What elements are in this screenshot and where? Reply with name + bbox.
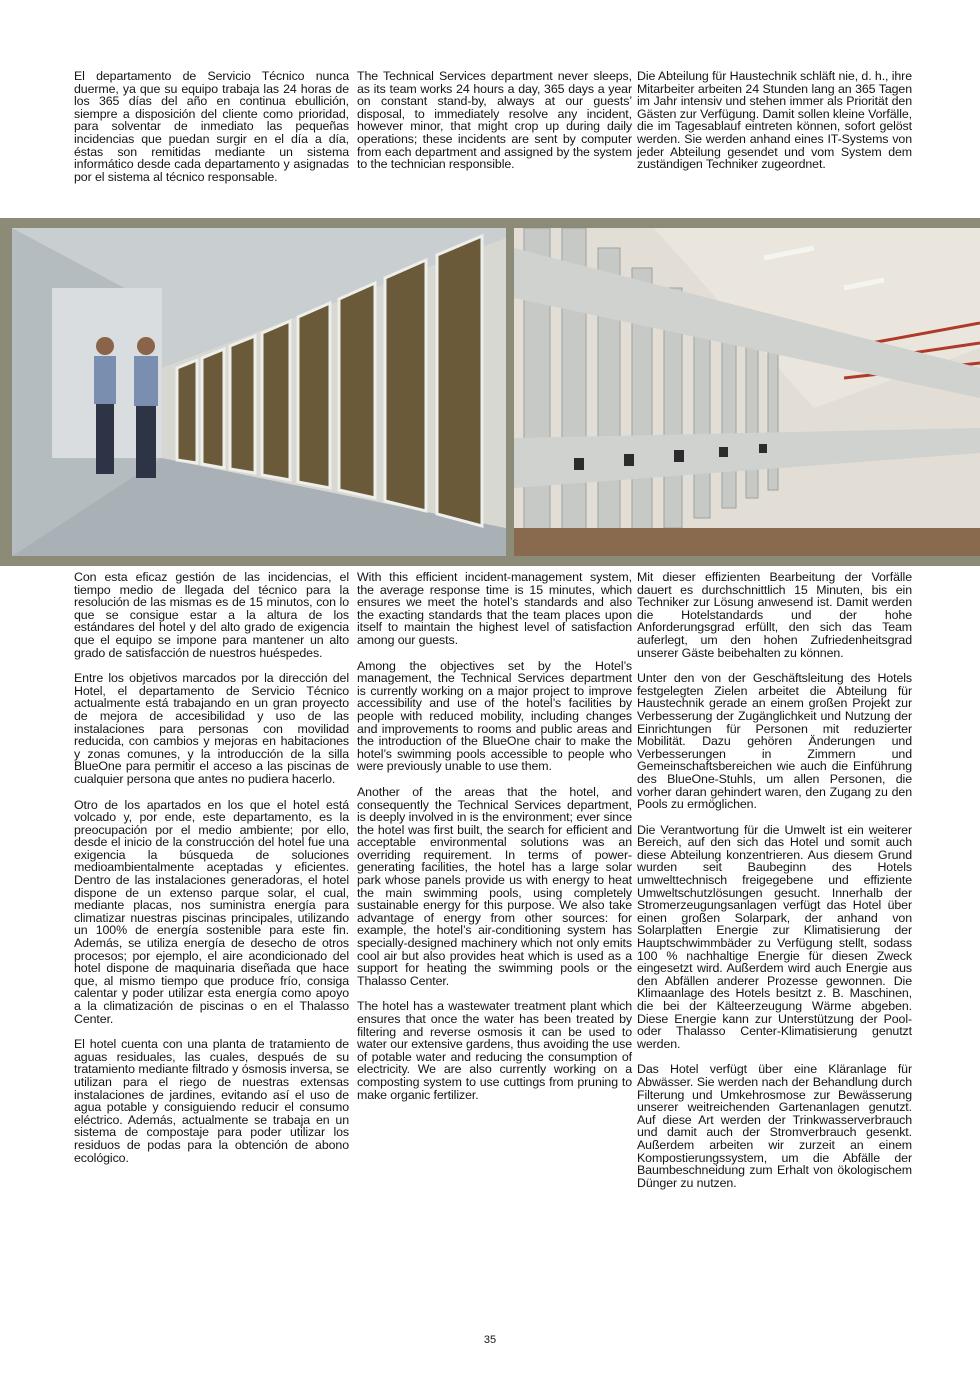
paragraph: El departamento de Servicio Técnico nunca duerme, ya que su equipo trabaja las 24 horas de los 365 días del año en continua ebullición, siempre a disposición del cliente como prioridad, para solventar de inmediato las pequeñas incidencias que puedan surgir en el día a día, éstas son remitidas mediante un sistema informático desde cada departamento y asignadas por el sistema al técnico responsable. — [74, 69, 349, 184]
paragraph: Unter den von der Geschäftsleitung des Hotels festgelegten Zielen arbeitet die Abteilung für Haustechnik gerade an einem großen Projekt zur Verbesserung der Zugänglichkeit und Nutzung der Einrichtungen für Personen mit reduzierter Mobilität. Dazu gehören Änderungen und Verbesserungen in Zimmern und Gemeinschaftsbereichen wie auch die Einführung des BlueOne-Stuhls, um allen Personen, die vorher daran gehindert waren, den Zugang zu den Pools zu ermöglichen. — [637, 671, 912, 812]
column-es-top — [74, 70, 349, 196]
column-de-bottom — [637, 571, 912, 1202]
photo-control-room — [12, 228, 506, 556]
paragraph: Die Verantwortung für die Umwelt ist ein weiterer Bereich, auf den sich das Hotel und somit auch diese Abteilung konzentrieren. Aus diesem Grund wurden seit Baubeginn des Hotels umwelttechnisch freigegebene und effiziente Umweltschutzlösungen gesucht. Innerhalb der Stromerzeugungsanlagen verfügt das Hotel über einen großen Solarpark, der anhand von Solarplatten Energie zur Klimatisierung der Hauptschwimmbäder zu Verfügung stellt, sodass 100 % nachhaltige Energie für diesen Zweck eingesetzt wird. Außerdem wird auch Energie aus den Abfällen anderer Prozesse gewonnen. Die Klimaanlage des Hotels besitzt z. B. Maschinen, die bei der Kälteerzeugung Wärme abgeben. Diese Energie kann zur Unterstützung der Pool- oder Thalasso Center-Klimatisierung genutzt werden. — [637, 822, 912, 1051]
column-de-top — [637, 70, 912, 184]
paragraph: El hotel cuenta con una planta de tratamiento de aguas residuales, las cuales, después de su tratamiento mediante filtrado y ósmosis inversa, se utilizan para el riego de nuestras extensas instalaciones de jardines, evitando así el uso de agua potable y consiguiendo reducir el consumo eléctrico. Además, actualmente se trabaja en un sistema de compostaje para poder utilizar los residuos de podas para la obtención de abono ecológico. — [74, 1037, 349, 1165]
paragraph: Entre los objetivos marcados por la dirección del Hotel, el departamento de Servicio Técnico actualmente está trabajando en un gran proyecto de mejora de accesibilidad y uso de las instalaciones para personas con movilidad reducida, con cambios y mejoras en habitaciones y zonas comunes, y la introducción de la silla BlueOne para permitir el acceso a las piscinas de cualquier persona que antes no pudiera hacerlo. — [74, 671, 349, 786]
paragraph: With this efficient incident-management system, the average response time is 15 minutes, which ensures we meet the hotel’s standards and also the exacting standards that the team places upon itself to maintain the highest level of satisfaction among our guests. — [357, 570, 632, 647]
page-number: 35 — [483, 1334, 497, 1346]
paragraph: Another of the areas that the hotel, and consequently the Technical Services department, is deeply involved in is the environment; ever since the hotel was first built, the search for efficient and acceptable environmental solutions was an overriding requirement. In terms of power-generating facilities, the hotel has a large solar park whose panels provide us with energy to heat the main swimming pools, using completely sustainable energy for this purpose. We also take advantage of energy from other sources: for example, the hotel’s air-conditioning system has specially-designed machinery which not only emits cool air but also provides heat which is used as a support for heating the swimming pools or the Thalasso Center. — [357, 784, 632, 988]
photo-pipe-room — [514, 228, 980, 556]
paragraph: Die Abteilung für Haustechnik schläft nie, d. h., ihre Mitarbeiter arbeiten 24 Stunden lang an 365 Tagen im Jahr intensiv und stehen immer als Priorität den Gästen zur Verfügung. Damit sollen kleine Vorfälle, die im Tagesablauf eintreten können, sofort gelöst werden. Sie werden anhand eines IT-Systems von jeder Abteilung gesendet und vom System dem zuständigen Techniker zugeordnet. — [637, 69, 912, 172]
column-es-bottom — [74, 571, 349, 1177]
photo-band — [0, 218, 980, 566]
column-en-bottom — [357, 571, 632, 1114]
paragraph: The Technical Services department never sleeps, as its team works 24 hours a day, 365 days a year on constant stand-by, always at our guests’ disposal, to immediately resolve any incident, however minor, that might crop up during daily operations; these incidents are sent by computer from each department and assigned by the system to the technician responsible. — [357, 69, 632, 172]
column-en-top — [357, 70, 632, 184]
paragraph: The hotel has a wastewater treatment plant which ensures that once the water has been treated by filtering and reverse osmosis it can be used to water our extensive gardens, thus avoiding the use of potable water and reducing the consumption of electricity. We are also currently working on a composting system to use cuttings from pruning to make organic fertilizer. — [357, 999, 632, 1102]
paragraph: Otro de los apartados en los que el hotel está volcado y, por ende, este departamento, es la preocupación por el medio ambiente; por ello, desde el inicio de la construcción del hotel fue una exigencia la búsqueda de soluciones medioambientalmente aceptadas y eficientes. Dentro de las instalaciones generadoras, el hotel dispone de un extenso parque solar, el cual, mediante placas, nos suministra energía para climatizar nuestras piscinas principales, utilizando un 100% de energía sostenible para este fin. Además, se utiliza energía de desecho de otros procesos; por ejemplo, el aire acondicionado del hotel dispone de maquinaria diseñada que hace que, al mismo tiempo que produce frío, consiga calentar y poder utilizar esta energía como apoyo a la climatización de piscinas o en el Thalasso Center. — [74, 797, 349, 1026]
paragraph: Das Hotel verfügt über eine Kläranlage für Abwässer. Sie werden nach der Behandlung durch Filterung und Umkehrosmose zur Bewässerung unserer weitreichenden Gartenanlagen genutzt. Auf diese Art werden der Trinkwasserverbrauch und damit auch der Stromverbrauch gesenkt. Außerdem arbeiten wir zurzeit an einem Kompostierungssystem, um die Abfälle der Baumbeschneidung zum Erhalt von ökologischem Dünger zu nutzen. — [637, 1062, 912, 1190]
photo-pipe-room-illustration — [514, 228, 980, 556]
paragraph: Con esta eficaz gestión de las incidencias, el tiempo medio de llegada del técnico para la resolución de las mismas es de 15 minutos, con lo que se consigue estar a la altura de los estándares del hotel y del alto grado de exigencia que el equipo se impone para mantener un alto grado de satisfacción de nuestros huéspedes. — [74, 570, 349, 660]
paragraph: Among the objectives set by the Hotel’s management, the Technical Services department is currently working on a major project to improve accessibility and use of the hotel’s facilities by people with reduced mobility, including changes and improvements to rooms and public areas and the introduction of the BlueOne chair to make the hotel’s swimming pools accessible to people who were previously unable to use them. — [357, 658, 632, 774]
photo-control-room-illustration — [12, 228, 506, 556]
paragraph: Mit dieser effizienten Bearbeitung der Vorfälle dauert es durchschnittlich 15 Minuten, bis ein Techniker zur Lösung anwesend ist. Damit werden die Hotelstandards und der hohe Anforderungsgrad erfüllt, den sich das Team auferlegt, um den hohen Zufriedenheitsgrad unserer Gäste beibehalten zu können. — [637, 570, 912, 660]
